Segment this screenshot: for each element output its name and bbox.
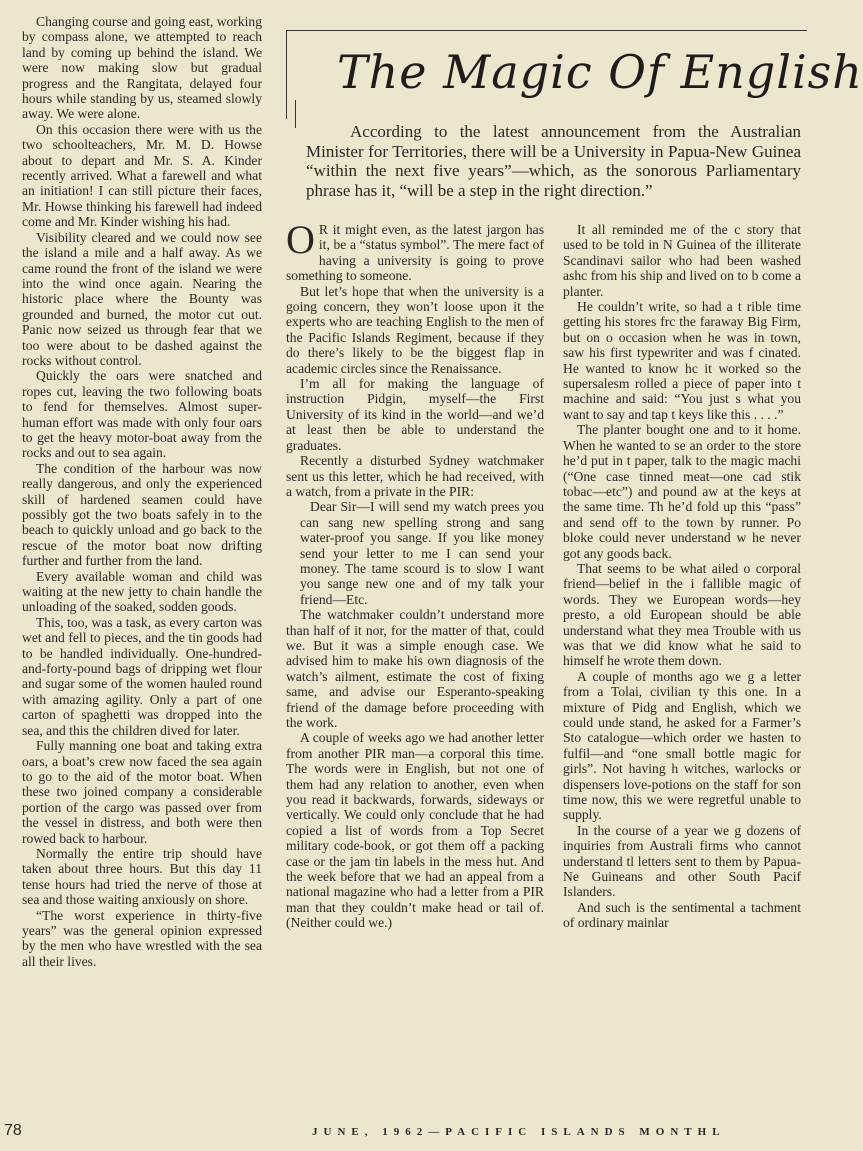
paragraph: Changing course and going east, working by compass alone, we attempted to reach land by coming up behind the island. We were now making slow but gradual progress and the Rangitata, delayed four hours while standing by us, steamed slowly away. We were alone. [22,14,262,122]
vertical-rule [295,100,296,128]
paragraph: Normally the entire trip should have taken about three hours. But this day 11 tense hours had tried the nerve of those at sea and those waiting anxiously on shore. [22,845,262,908]
paragraph: Visibility cleared and we could now see the island a mile and a half away. As we came round the front of the island we were into the wind once again. Nearing the historic place where the Bounty was grounded and burned, the motor cut out. Panic now seized us through fear that we too were about to be dashed against the rocks without control. [22,229,262,368]
drop-cap: O [286,217,315,262]
title-frame [286,30,863,119]
paragraph: That seems to be what ailed o corporal friend—belief in the i fallible magic of words. They we European words—hey presto, a old European should be able understand what they mea Trouble with us was that we did know what he said to himself he wrote them down. [563,560,801,669]
paragraph: This, too, was a task, as every carton was wet and fell to pieces, and the tin goods had to be handled individually. One-hundred-and-forty-pound bags of dripping wet flour and sugar some of the women hauled round with amazing agility. Only a part of one carton of spaghetti was dropped into the sea, and this the children dived for later. [22,614,262,738]
paragraph: Quickly the oars were snatched and ropes cut, leaving the two following boats to fend for themselves. Almost super-human effort was made with only four oars to get the heavy motor-boat away from the rocks and out to sea again. [22,368,262,461]
page-footer [0,1122,801,1146]
right-column [563,222,801,1022]
quoted-letter: Dear Sir—I will send my watch prees you can sang new spelling strong and sang water-proof you sange. If you like money send your letter to me I can send your money. The tame scourd is to slow I want you sange new one and of my talk your friend—Etc. [300,499,544,607]
paragraph: The planter bought one and to it home. When he wanted to se an order to the store he’d put in t paper, talk to the magic machi (“One case tinned meat—one cad stik tobac—etc”) and pound aw at the keys at the same time. Th he’d fold up this “pass” and send off to the town by runner. Po bloke could never understand w he never got any goods back. [563,422,801,561]
paragraph: Fully manning one boat and taking extra oars, a boat’s crew now faced the sea again to go to the aid of the motor boat. When these two joined company a considerable portion of the cargo was passed over from the vessel in distress, and both were then rowed back to harbour. [22,738,262,846]
paragraph: A couple of weeks ago we had another letter from another PIR man—a corporal this time. The words were in English, but not one of them had any relation to another, even when you read it backwards, forwards, sideways or vertically. We could only conclude that he had copied a list of words from a Top Secret military code-book, or got them off a packing case or the jam tin labels in the mess hut. And the week before that we had an appeal from a national magazine who had a letter from a PIR man that they couldn’t make head or tail of. (Neither could we.) [286,730,544,931]
paragraph: But let’s hope that when the university is a going concern, they won’t loose upon it the experts who are teaching English to the men of the Pacific Islands Regiment, because if they do there’s likely to be the biggest flap in academic circles since the Renaissance. [286,283,544,376]
paragraph: Recently a disturbed Sydney watchmaker sent us this letter, which he had received, with a watch, from a private in the PIR: [286,453,544,499]
paragraph: I’m all for making the language of instruction Pidgin, myself—the First University of its kind in the world—and we’d at least then be able to understand the graduates. [286,376,544,453]
article-title: The Magic Of English [337,45,863,99]
paragraph: On this occasion there were with us the two schoolteachers, Mr. M. D. Howse about to depart and Mr. S. A. Kinder recently arrived. What a farewell and what an initiation! I can still picture their faces, Mr. Howse thinking his farewell had indeed come and Mr. Kinder wishing his had. [22,121,262,230]
paragraph: A couple of months ago we g a letter from a Tolai, civilian ty this one. In a mixture of Pidg and English, which we could unde stand, he asked for a Farmer’s Sto catalogue—which order we hasten to fulfil—and “one small bottle magic for girls”. Not having h witches, warlocks or dispensers love-potions on the staff for son time now, this we were regretful unable to supply. [563,668,801,823]
paragraph: “The worst experience in thirty-five years” was the general opinion expressed by the men who have wrestled with the sea all their lives. [22,907,262,969]
paragraph: Every available woman and child was waiting at the new jetty to chain handle the unloading of the soaked, sodden goods. [22,568,262,615]
article-intro [306,122,801,200]
intro-paragraph: According to the latest announcement from the Australian Minister for Territories, there will be a University in Papua-New Guinea “within the next five years”—which, as the sonorous Parliamentary phrase has it, “will be a step in the right direction.” [306,122,801,200]
paragraph: He couldn’t write, so had a t rible time getting his stores frc the faraway Big Firm, but on o occasion when he was in town, saw his first typewriter and was f cinated. He wanted to know hc it worked so the supersalesm rolled a piece of paper into t machine and said: “You just s what you want to say and tap t keys like this . . . .” [563,299,801,422]
page-number: 78 [4,1122,22,1139]
paragraph-lead [286,217,544,284]
paragraph: And such is the sentimental a tachment of ordinary mainlar [563,899,801,931]
paragraph: It all reminded me of the c story that used to be told in N Guinea of the illiterate Scandinavi sailor who had been washed ashc from his ship and lived on to b come a planter. [563,222,801,299]
paragraph: The watchmaker couldn’t understand more than half of it nor, for the matter of that, could we. But it was a simple enough case. We advised him to make his own diagnosis of the watch’s ailment, estimate the cost of fixing same, and advise our Esperanto-speaking friend of the damage before proceeding with the work. [286,607,544,730]
left-column [22,14,262,1024]
lead-text: R it might even, as the latest jargon has it, be a “status symbol”. The mere fact of having a university is going to prove something to someone. [286,222,544,284]
paragraph: In the course of a year we g dozens of inquiries from Australi firms who cannot understand tl letters sent to them by Papua-Ne Guineans and other South Pacif Islanders. [563,822,801,900]
issue-line: JUNE, 1962—PACIFIC ISLANDS MONTHL [312,1126,726,1138]
middle-column [286,217,544,1022]
paragraph: The condition of the harbour was now really dangerous, and only the experienced skill of hardened seamen could have possibly got the two boats safely in to the beach to quickly unload and go back to the rescue of the motor boat now drifting further and further from the land. [22,460,262,569]
